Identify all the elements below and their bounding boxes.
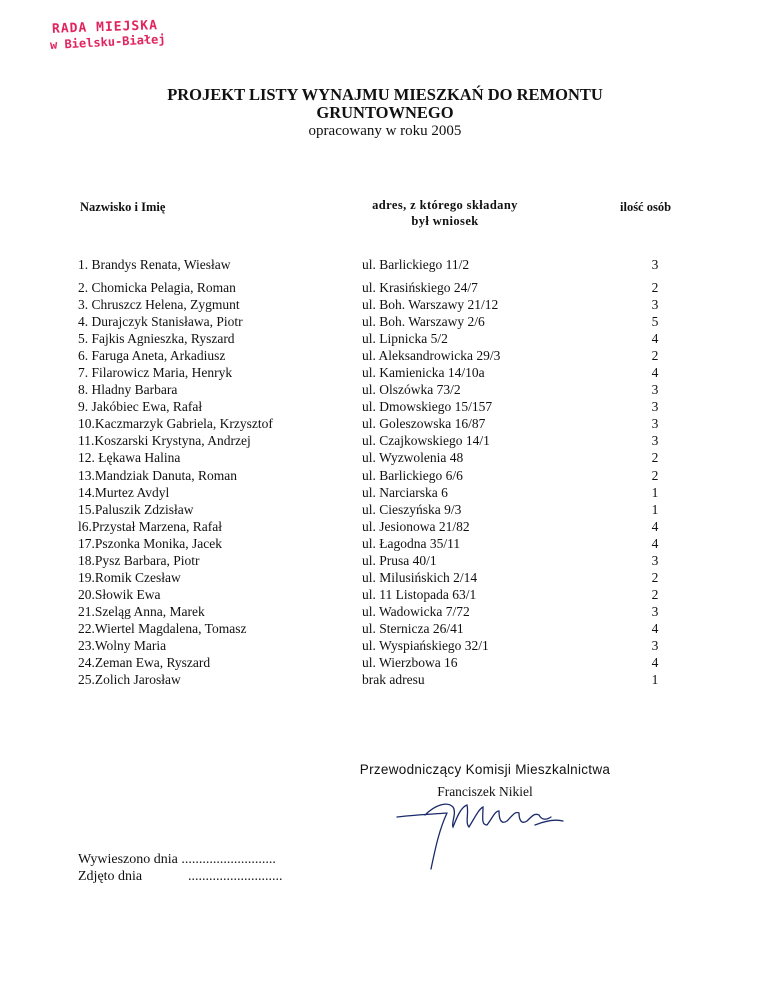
person-count-cell: 2 [651,467,659,483]
table-row [0,484,768,501]
address-cell: ul. Krasińskiego 24/7 [362,280,478,295]
address-cell: ul. Dmowskiego 15/157 [362,399,493,415]
tenant-name-cell: 17.Pszonka Monika, Jacek [78,535,222,551]
table-row [0,398,768,415]
column-header-address-line-1: adres, z którego składany [372,198,518,212]
table-row [0,535,768,552]
council-stamp [48,20,178,54]
address-cell: ul. Wyspiańskiego 32/1 [362,637,489,653]
table-row [0,569,768,586]
address-cell: ul. Wierzbowa 16 [362,655,458,671]
person-count-cell: 3 [651,297,659,313]
table-row [0,620,768,637]
table-row [0,467,768,484]
tenant-name-cell: 8. Hladny Barbara [78,382,178,398]
tenant-name-cell: 22.Wiertel Magdalena, Tomasz [78,620,247,636]
person-count-cell: 1 [651,484,659,500]
table-row [0,279,768,296]
person-count-cell: 1 [651,501,659,517]
stamp-line-1: RADA MIEJSKA [51,18,159,37]
address-cell: ul. Aleksandrowicka 29/3 [362,348,501,364]
address-cell: ul. Milusińskich 2/14 [362,569,478,585]
removed-date-line [78,868,283,885]
person-count-cell: 4 [651,535,659,551]
person-count-cell: 3 [651,382,659,398]
tenant-name-cell: 2. Chomicka Pelagia, Roman [78,280,236,295]
table-row [0,671,768,688]
tenant-name-cell: 23.Wolny Maria [78,637,167,653]
table-row [0,552,768,569]
tenant-name-cell: 24.Zeman Ewa, Ryszard [78,655,211,671]
table-row [0,432,768,449]
address-cell: ul. Wadowicka 7/72 [362,603,470,619]
tenant-name-cell: 20.Słowik Ewa [78,586,161,602]
address-cell: ul. Barlickiego 11/2 [362,257,470,272]
table-row [0,256,768,279]
tenant-name-cell: 18.Pysz Barbara, Piotr [78,552,200,568]
person-count-cell: 5 [651,314,659,330]
person-count-cell: 3 [651,416,659,432]
address-cell: ul. Olszówka 73/2 [362,382,461,398]
removed-date-label: Zdjęto dnia [78,869,143,884]
person-count-cell: 3 [651,257,659,272]
document-title [130,86,640,122]
tenant-name-cell: 1. Brandys Renata, Wiesław [78,257,231,272]
table-row [0,330,768,347]
tenant-name-cell: 4. Durajczyk Stanisława, Piotr [78,314,243,330]
tenant-name-cell: 25.Zolich Jarosław [78,672,181,688]
address-cell: ul. Lipnicka 5/2 [362,331,448,347]
tenant-name-cell: 7. Filarowicz Maria, Henryk [78,365,233,381]
tenant-name-cell: 19.Romik Czesław [78,569,181,585]
removed-date-dots: ........................... [188,869,283,884]
address-cell: ul. Wyzwolenia 48 [362,450,464,466]
tenant-list [0,256,768,688]
tenant-name-cell: l6.Przystał Marzena, Rafał [78,518,222,534]
person-count-cell: 3 [651,399,659,415]
tenant-name-cell: 13.Mandziak Danuta, Roman [78,467,237,483]
table-row [0,654,768,671]
table-row [0,381,768,398]
person-count-cell: 4 [651,655,659,671]
address-cell: ul. Sternicza 26/41 [362,620,464,636]
column-header-count: ilość osób [620,200,672,214]
person-count-cell: 4 [651,331,659,347]
committee-chair-name: Franciszek Nikiel [437,784,533,799]
tenant-name-cell: 12. Łękawa Halina [78,450,181,466]
address-cell: ul. Barlickiego 6/6 [362,467,463,483]
address-cell: ul. Prusa 40/1 [362,552,437,568]
address-cell: brak adresu [362,672,425,688]
tenant-name-cell: 11.Koszarski Krystyna, Andrzej [78,433,251,449]
table-row [0,586,768,603]
table-row [0,449,768,466]
table-row [0,296,768,313]
person-count-cell: 4 [651,518,659,534]
posted-date-label: Wywieszono dnia [78,852,178,867]
table-row [0,637,768,654]
tenant-name-cell: 5. Fajkis Agnieszka, Ryszard [78,331,235,347]
person-count-cell: 4 [651,620,659,636]
document-subtitle: opracowany w roku 2005 [308,123,462,139]
tenant-name-cell: 10.Kaczmarzyk Gabriela, Krzysztof [78,416,273,432]
person-count-cell: 2 [651,348,659,364]
tenant-name-cell: 14.Murtez Avdyl [78,484,170,500]
address-cell: ul. Łagodna 35/11 [362,535,461,551]
column-header-address [345,197,545,229]
table-row [0,501,768,518]
person-count-cell: 2 [651,450,659,466]
title-line-1: PROJEKT LISTY WYNAJMU MIESZKAŃ DO REMONTU [167,85,603,104]
tenant-name-cell: 21.Szeląg Anna, Marek [78,603,205,619]
address-cell: ul. Boh. Warszawy 2/6 [362,314,485,330]
committee-chair-title: Przewodniczący Komisji Mieszkalnictwa [359,762,611,777]
person-count-cell: 2 [651,280,659,295]
stamp-line-2: w Bielsku-Białej [49,31,166,53]
posted-date-line [78,851,276,868]
person-count-cell: 3 [651,603,659,619]
table-row [0,518,768,535]
posted-date-dots: ........................... [181,852,276,867]
tenant-name-cell: 6. Faruga Aneta, Arkadiusz [78,348,226,364]
address-cell: ul. Czajkowskiego 14/1 [362,433,490,449]
person-count-cell: 1 [651,672,659,688]
tenant-name-cell: 9. Jakóbiec Ewa, Rafał [78,399,203,415]
person-count-cell: 3 [651,552,659,568]
person-count-cell: 2 [651,569,659,585]
person-count-cell: 4 [651,365,659,381]
title-line-2: GRUNTOWNEGO [316,103,454,122]
table-row [0,364,768,381]
table-row [0,347,768,364]
address-cell: ul. Boh. Warszawy 21/12 [362,297,499,313]
address-cell: ul. Narciarska 6 [362,484,448,500]
person-count-cell: 3 [651,637,659,653]
column-header-address-line-2: był wniosek [411,214,479,228]
column-header-name: Nazwisko i Imię [80,200,166,214]
person-count-cell: 3 [651,433,659,449]
address-cell: ul. Goleszowska 16/87 [362,416,486,432]
address-cell: ul. Jesionowa 21/82 [362,518,470,534]
table-row [0,313,768,330]
address-cell: ul. 11 Listopada 63/1 [362,586,477,602]
tenant-name-cell: 15.Paluszik Zdzisław [78,501,194,517]
handwritten-signature [395,795,570,875]
table-row [0,603,768,620]
tenant-name-cell: 3. Chruszcz Helena, Zygmunt [78,297,240,313]
person-count-cell: 2 [651,586,659,602]
table-row [0,415,768,432]
address-cell: ul. Cieszyńska 9/3 [362,501,462,517]
address-cell: ul. Kamienicka 14/10a [362,365,485,381]
